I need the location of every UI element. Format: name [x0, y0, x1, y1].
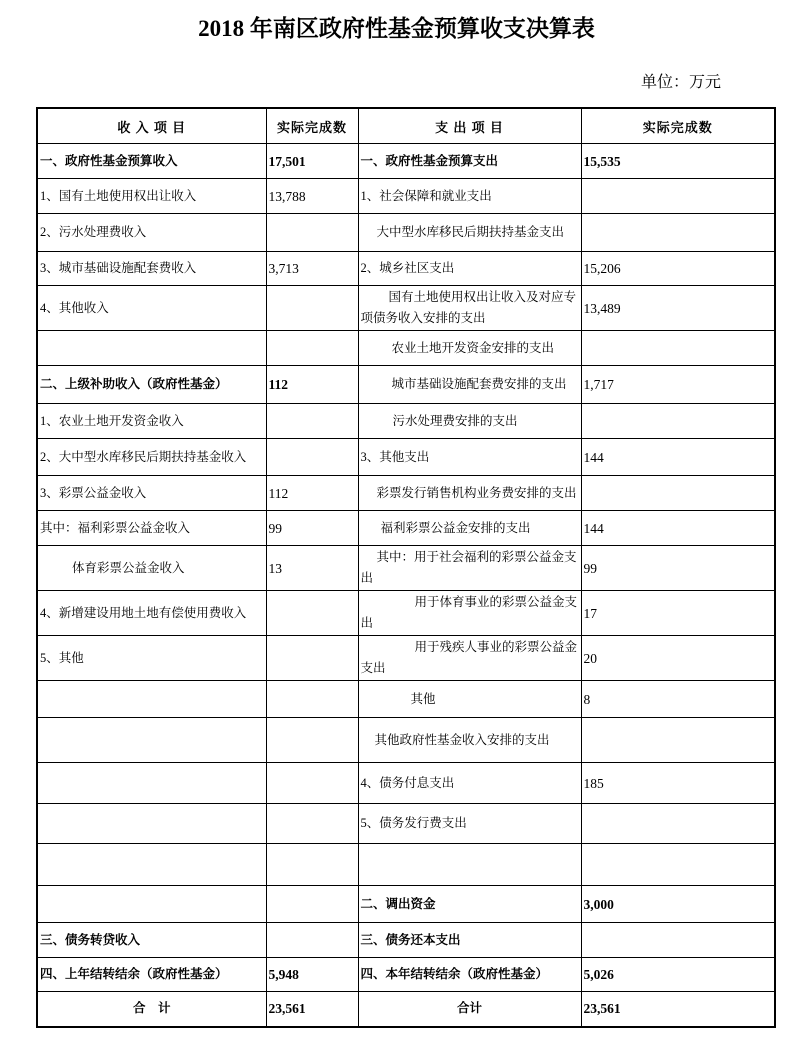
expense-actual-cell [581, 179, 775, 214]
expense-actual-cell: 23,561 [581, 992, 775, 1027]
expense-item-cell: 其他 [358, 681, 581, 718]
table-row [37, 804, 775, 844]
expense-actual-cell [581, 476, 775, 511]
table-row [37, 366, 775, 404]
table-row [37, 992, 775, 1027]
income-item-cell: 4、新增建设用地土地有偿使用费收入 [37, 591, 266, 636]
table-row [37, 404, 775, 439]
income-actual-cell [266, 681, 358, 718]
expense-item-cell: 用于体育事业的彩票公益金支出 [358, 591, 581, 636]
income-item-cell: 二、上级补助收入（政府性基金） [37, 366, 266, 404]
expense-item-cell: 用于残疾人事业的彩票公益金支出 [358, 636, 581, 681]
expense-item-cell: 2、城乡社区支出 [358, 252, 581, 286]
income-item-cell: 合 计 [37, 992, 266, 1027]
expense-item-cell [358, 844, 581, 886]
income-item-cell [37, 331, 266, 366]
table-row [37, 286, 775, 331]
column-header-income-actual: 实际完成数 [266, 108, 358, 144]
table-row [37, 511, 775, 546]
income-item-cell: 体育彩票公益金收入 [37, 546, 266, 591]
expense-item-cell: 国有土地使用权出让收入及对应专项债务收入安排的支出 [358, 286, 581, 331]
expense-item-cell: 福利彩票公益金安排的支出 [358, 511, 581, 546]
income-item-cell: 4、其他收入 [37, 286, 266, 331]
expense-item-cell: 一、政府性基金预算支出 [358, 144, 581, 179]
table-row [37, 439, 775, 476]
table-row [37, 591, 775, 636]
expense-actual-cell: 20 [581, 636, 775, 681]
table-row [37, 144, 775, 179]
income-item-cell: 1、国有土地使用权出让收入 [37, 179, 266, 214]
expense-actual-cell: 17 [581, 591, 775, 636]
expense-actual-cell: 13,489 [581, 286, 775, 331]
income-item-cell: 三、债务转贷收入 [37, 923, 266, 958]
income-actual-cell [266, 763, 358, 804]
expense-actual-cell: 1,717 [581, 366, 775, 404]
table-row [37, 844, 775, 886]
budget-table-header [37, 108, 775, 144]
income-actual-cell [266, 804, 358, 844]
table-row [37, 886, 775, 923]
expense-actual-cell: 15,206 [581, 252, 775, 286]
expense-actual-cell: 185 [581, 763, 775, 804]
income-actual-cell: 23,561 [266, 992, 358, 1027]
expense-actual-cell [581, 331, 775, 366]
income-actual-cell: 99 [266, 511, 358, 546]
income-item-cell: 一、政府性基金预算收入 [37, 144, 266, 179]
expense-actual-cell [581, 404, 775, 439]
expense-actual-cell: 144 [581, 511, 775, 546]
budget-table [36, 107, 776, 1028]
expense-item-cell: 其中：用于社会福利的彩票公益金支出 [358, 546, 581, 591]
expense-actual-cell: 3,000 [581, 886, 775, 923]
income-item-cell [37, 718, 266, 763]
expense-item-cell: 二、调出资金 [358, 886, 581, 923]
income-actual-cell: 13,788 [266, 179, 358, 214]
expense-item-cell: 5、债务发行费支出 [358, 804, 581, 844]
column-header-expense-actual: 实际完成数 [581, 108, 775, 144]
expense-actual-cell: 99 [581, 546, 775, 591]
income-item-cell [37, 763, 266, 804]
table-row [37, 958, 775, 992]
expense-item-cell: 4、债务付息支出 [358, 763, 581, 804]
table-row [37, 718, 775, 763]
income-actual-cell: 5,948 [266, 958, 358, 992]
column-header-income-item: 收 入 项 目 [37, 108, 266, 144]
income-actual-cell [266, 214, 358, 252]
expense-item-cell: 1、社会保障和就业支出 [358, 179, 581, 214]
expense-actual-cell: 144 [581, 439, 775, 476]
income-item-cell [37, 886, 266, 923]
income-item-cell: 3、城市基础设施配套费收入 [37, 252, 266, 286]
column-header-expense-item: 支 出 项 目 [358, 108, 581, 144]
income-item-cell: 其中：福利彩票公益金收入 [37, 511, 266, 546]
income-actual-cell: 112 [266, 476, 358, 511]
table-row [37, 636, 775, 681]
income-actual-cell [266, 844, 358, 886]
income-item-cell [37, 681, 266, 718]
income-actual-cell [266, 439, 358, 476]
table-row [37, 476, 775, 511]
expense-actual-cell: 5,026 [581, 958, 775, 992]
table-row [37, 214, 775, 252]
income-actual-cell: 17,501 [266, 144, 358, 179]
income-item-cell: 1、农业土地开发资金收入 [37, 404, 266, 439]
income-actual-cell [266, 886, 358, 923]
expense-actual-cell [581, 804, 775, 844]
income-actual-cell: 3,713 [266, 252, 358, 286]
expense-actual-cell [581, 844, 775, 886]
income-actual-cell [266, 331, 358, 366]
expense-actual-cell [581, 923, 775, 958]
unit-label: 单位：万元 [640, 74, 721, 91]
table-row [37, 179, 775, 214]
table-row [37, 763, 775, 804]
income-item-cell: 5、其他 [37, 636, 266, 681]
income-actual-cell [266, 636, 358, 681]
income-item-cell: 2、污水处理费收入 [37, 214, 266, 252]
income-actual-cell [266, 591, 358, 636]
income-item-cell: 四、上年结转结余（政府性基金） [37, 958, 266, 992]
table-row [37, 546, 775, 591]
income-actual-cell: 112 [266, 366, 358, 404]
income-actual-cell [266, 286, 358, 331]
table-row [37, 252, 775, 286]
income-item-cell [37, 844, 266, 886]
header-row [37, 108, 775, 144]
expense-item-cell: 3、其他支出 [358, 439, 581, 476]
income-item-cell [37, 804, 266, 844]
expense-actual-cell: 15,535 [581, 144, 775, 179]
page-title: 2018 年南区政府性基金预算收支决算表 [198, 16, 595, 41]
table-row [37, 331, 775, 366]
expense-item-cell: 农业土地开发资金安排的支出 [358, 331, 581, 366]
income-item-cell: 2、大中型水库移民后期扶持基金收入 [37, 439, 266, 476]
expense-item-cell: 污水处理费安排的支出 [358, 404, 581, 439]
expense-item-cell: 合计 [358, 992, 581, 1027]
expense-item-cell: 四、本年结转结余（政府性基金） [358, 958, 581, 992]
income-actual-cell: 13 [266, 546, 358, 591]
expense-actual-cell [581, 214, 775, 252]
expense-item-cell: 其他政府性基金收入安排的支出 [358, 718, 581, 763]
expense-item-cell: 彩票发行销售机构业务费安排的支出 [358, 476, 581, 511]
table-row [37, 923, 775, 958]
income-actual-cell [266, 718, 358, 763]
expense-item-cell: 大中型水库移民后期扶持基金支出 [358, 214, 581, 252]
income-item-cell: 3、彩票公益金收入 [37, 476, 266, 511]
expense-actual-cell [581, 718, 775, 763]
income-actual-cell [266, 923, 358, 958]
expense-item-cell: 三、债务还本支出 [358, 923, 581, 958]
budget-table-body [37, 144, 775, 1027]
income-actual-cell [266, 404, 358, 439]
expense-actual-cell: 8 [581, 681, 775, 718]
table-row [37, 681, 775, 718]
expense-item-cell: 城市基础设施配套费安排的支出 [358, 366, 581, 404]
